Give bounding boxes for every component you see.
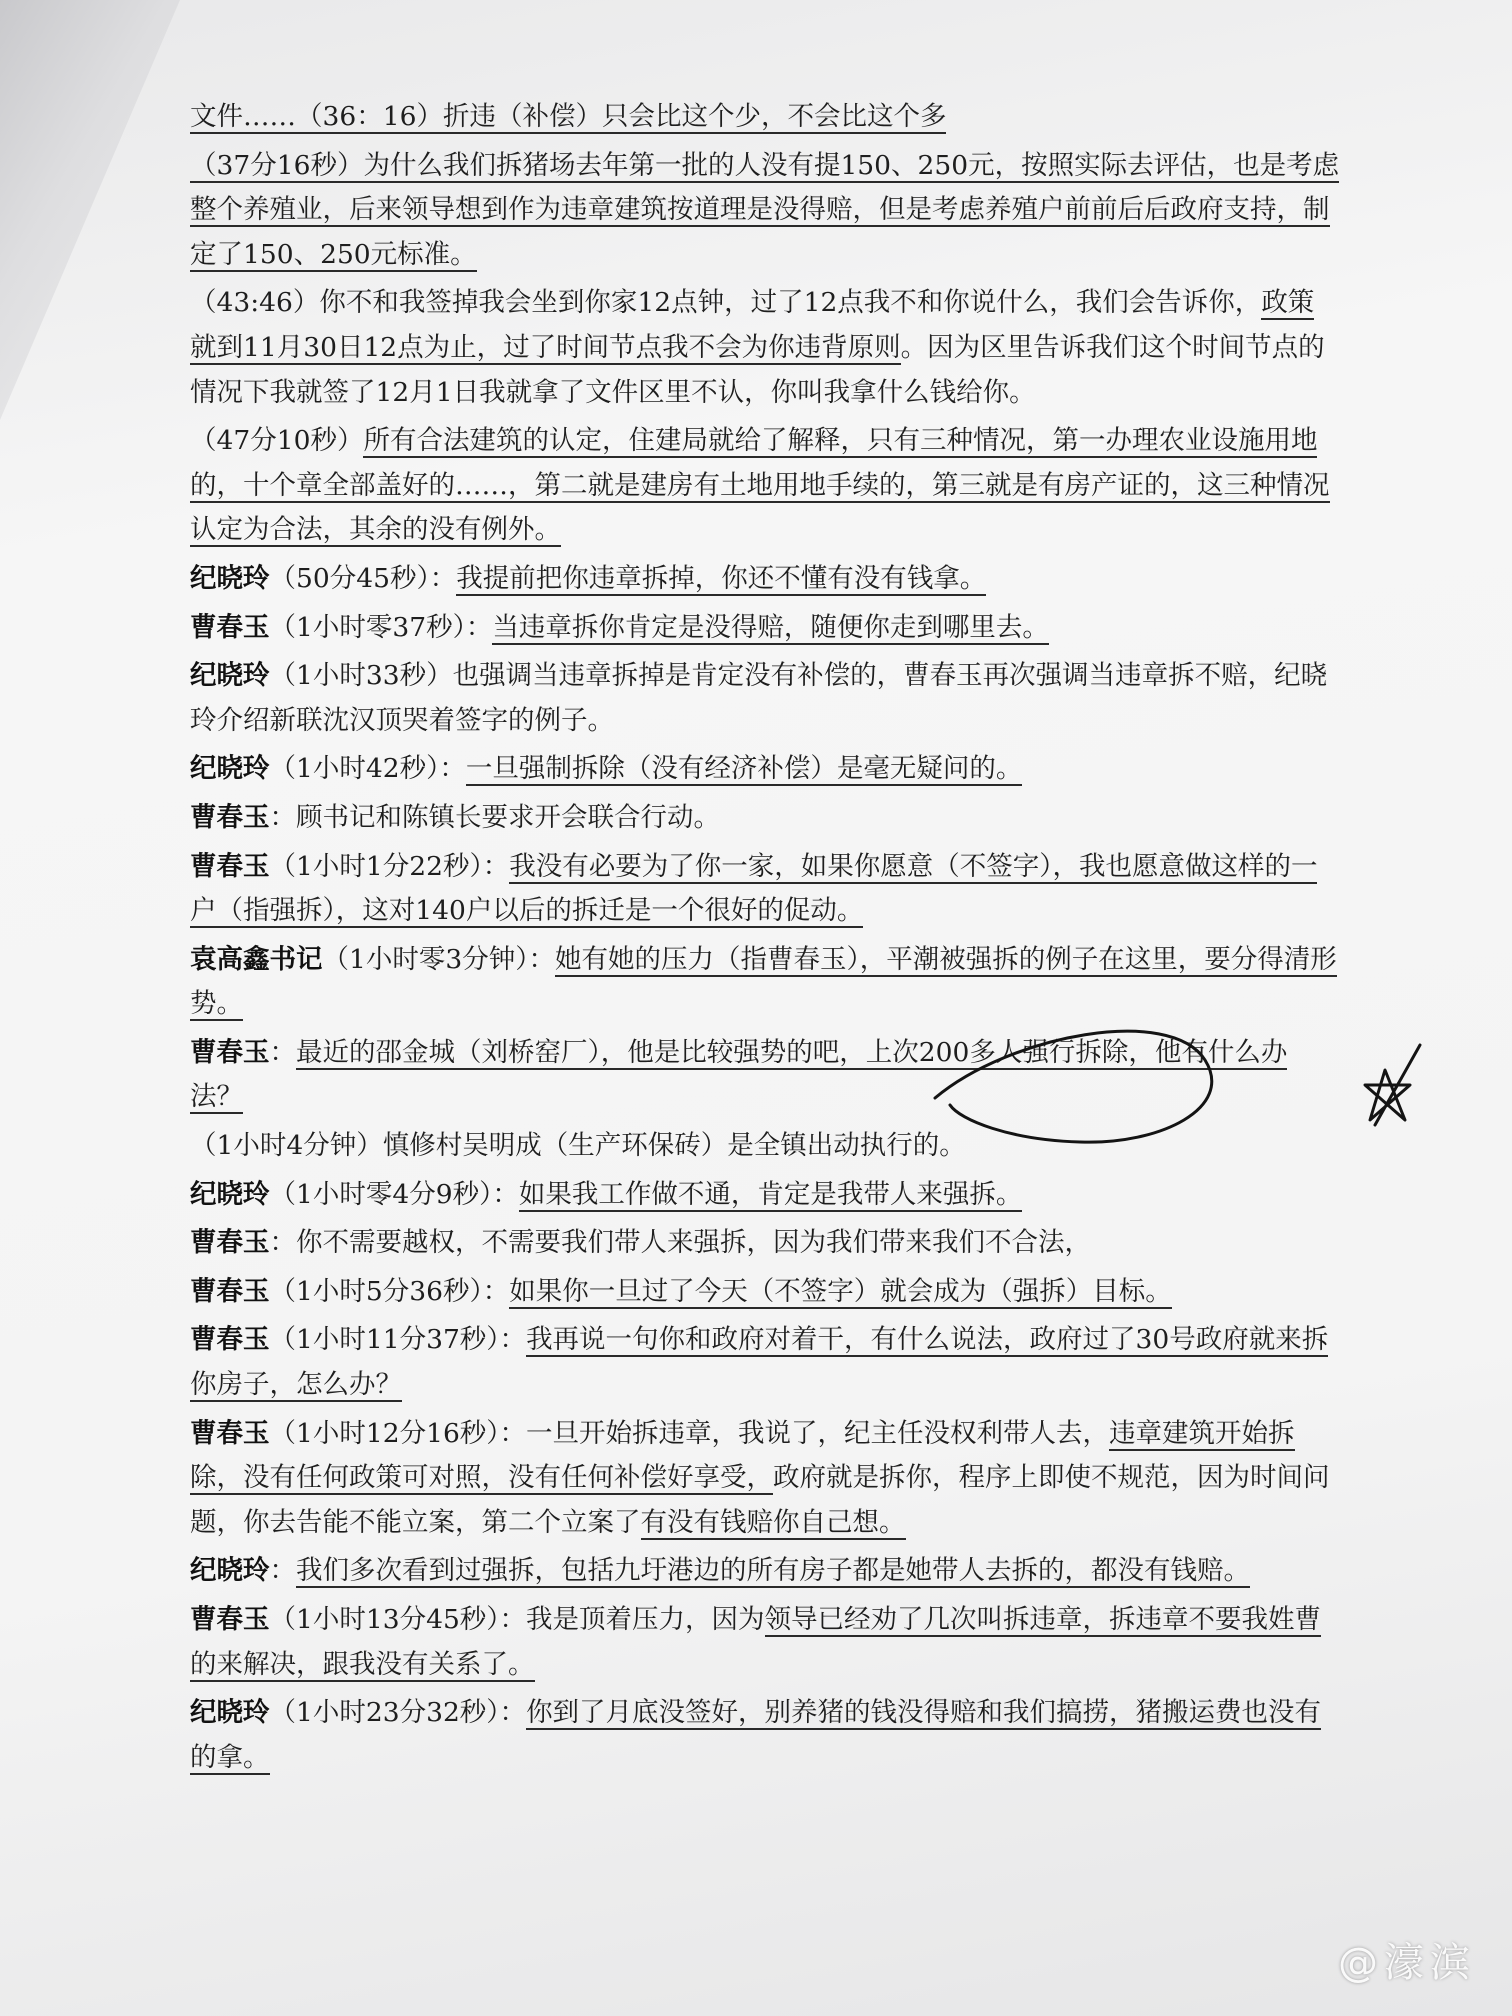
text-segment: ：顾书记和陈镇长要求开会联合行动。 — [269, 801, 720, 833]
speaker-name: 纪晓玲 — [190, 660, 270, 692]
underlined-text: 领导已经劝了几次叫拆违章，拆违章不要我姓曹的来解决，跟我没有关系了。 — [190, 1604, 1322, 1680]
text-segment: ：你不需要越权，不需要我们带人来强拆，因为我们带来我们不合法， — [269, 1227, 1091, 1259]
paragraph — [190, 1173, 1340, 1218]
underlined-text: 我们多次看到过强拆，包括九圩港边的所有房子都是她带人去拆的，都没有钱赔。 — [296, 1555, 1250, 1587]
text-segment: （1小时42秒）： — [269, 753, 466, 785]
paragraph — [190, 654, 1340, 743]
text-segment: （1小时12分16秒）：一旦开始拆违章，我说了，纪主任没权利带人去， — [269, 1417, 1110, 1449]
paragraph — [190, 1412, 1340, 1546]
underlined-text: 我再说一句你和政府对着干，有什么说法，政府过了30号政府就来拆你房子，怎么办？ — [190, 1324, 1329, 1401]
underlined-text: 有没有钱赔你自己想。 — [640, 1506, 906, 1538]
paragraph — [190, 606, 1340, 651]
paragraph — [190, 95, 1340, 140]
speaker-name: 曹春玉 — [190, 611, 270, 643]
speaker-name: 纪晓玲 — [190, 1555, 270, 1587]
paragraph — [190, 938, 1340, 1027]
text-segment: （1小时零37秒）： — [269, 611, 493, 643]
paragraph — [190, 557, 1340, 602]
text-segment: （1小时5分36秒）： — [269, 1275, 510, 1307]
text-segment: 。因为区里告诉我们这个时间节点的情况下我就签了12月1日我就拿了文件区里不认，你叫我拿什么钱给你。 — [190, 331, 1325, 408]
underlined-text: 违章建筑开始拆除，没有任何政策可对照，没有任何补偿好享受， — [190, 1417, 1295, 1494]
underlined-text: 如果你一旦过了今天（不签字）就会成为（强拆）目标。 — [509, 1275, 1172, 1307]
text-segment: 政府就是拆你，程序上即使不规范，因为时间问题，你去告能不能立案，第二个立案了 — [190, 1462, 1330, 1538]
speaker-name: 曹春玉 — [190, 1227, 270, 1259]
paragraph — [190, 1124, 1340, 1169]
underlined-text: 所有合法建筑的认定，住建局就给了解释，只有三种情况，第一办理农业设施用地的，十个章全部盖好的……，第二就是建房有土地用地手续的，第三就是有房产证的，这三种情况认定为合法，其余的没有例外。 — [190, 425, 1330, 546]
underlined-text: （37分16秒）为什么我们拆猪场去年第一批的人没有提150、250元，按照实际去评估，也是考虑整个养殖业，后来领导想到作为违章建筑按道理是没得赔，但是考虑养殖户前前后后政府支持，制定了150、250元标准。 — [190, 149, 1340, 270]
text-segment: （1小时13分45秒）：我是顶着压力，因为 — [269, 1604, 765, 1635]
paragraph — [190, 747, 1340, 792]
text-segment: （1小时1分22秒）： — [269, 850, 510, 882]
paragraph — [190, 144, 1340, 278]
speaker-name: 袁高鑫书记 — [190, 943, 323, 975]
text-segment: （1小时33秒）也强调当违章拆掉是肯定没有补偿的，曹春玉再次强调当违章拆不赔，纪晓玲介绍新联沈汉顶哭着签字的例子。 — [190, 660, 1328, 736]
paragraph — [190, 1221, 1340, 1266]
speaker-name: 曹春玉 — [190, 1275, 270, 1307]
text-segment: （1小时4分钟）慎修村吴明成（生产环保砖）是全镇出动执行的。 — [190, 1130, 966, 1162]
underlined-text: 最近的邵金城（刘桥窑厂），他是比较强势的吧，上次200多人强行拆除，他有什么办法？ — [190, 1036, 1288, 1113]
text-segment: ： — [269, 1036, 296, 1068]
underlined-text: 文件……（36：16）折违（补偿）只会比这个少，不会比这个多 — [190, 101, 947, 132]
underlined-text: 政策就到11月30日12点为止，过了时间节点我不会为你违背原则 — [190, 287, 1315, 363]
paragraph — [190, 1691, 1340, 1780]
speaker-name: 纪晓玲 — [190, 753, 270, 785]
paragraph — [190, 845, 1340, 934]
paragraph — [190, 1318, 1340, 1407]
paragraph — [190, 796, 1340, 841]
underlined-text: 一旦强制拆除（没有经济补偿）是毫无疑问的。 — [465, 753, 1023, 785]
speaker-name: 纪晓玲 — [190, 1697, 270, 1729]
text-segment: （50分45秒）： — [269, 562, 457, 594]
underlined-text: 你到了月底没签好，别养猪的钱没得赔和我们搞捞，猪搬运费也没有的拿。 — [190, 1697, 1322, 1773]
underlined-text: 我没有必要为了你一家，如果你愿意（不签字），我也愿意做这样的一户（指强拆），这对140户以后的拆迁是一个很好的促动。 — [190, 850, 1318, 927]
text-segment: （47分10秒） — [190, 425, 364, 457]
text-segment: （1小时零3分钟）： — [322, 943, 555, 975]
speaker-name: 曹春玉 — [190, 1604, 270, 1635]
speaker-name: 曹春玉 — [190, 801, 270, 833]
document-text — [190, 95, 1340, 1780]
paragraph — [190, 1270, 1340, 1315]
speaker-name: 曹春玉 — [190, 1417, 270, 1449]
text-segment: ： — [269, 1555, 296, 1587]
speaker-name: 曹春玉 — [190, 850, 270, 882]
speaker-name: 纪晓玲 — [190, 1178, 270, 1210]
underlined-text: 她有她的压力（指曹春玉），平潮被强拆的例子在这里，要分得清形势。 — [190, 943, 1337, 1020]
underlined-text: 我提前把你违章拆掉，你还不懂有没有钱拿。 — [456, 562, 987, 594]
paragraph — [190, 419, 1340, 553]
paragraph — [190, 1549, 1340, 1594]
text-segment: （1小时零4分9秒）： — [269, 1178, 519, 1210]
text-segment: （1小时11分37秒）： — [269, 1324, 527, 1356]
text-segment: （1小时23分32秒）： — [269, 1697, 527, 1729]
watermark: @濠滨 — [1338, 1940, 1476, 1986]
paragraph — [190, 281, 1340, 415]
speaker-name: 曹春玉 — [190, 1324, 270, 1356]
paragraph — [190, 1598, 1340, 1687]
underlined-text: 如果我工作做不通，肯定是我带人来强拆。 — [518, 1178, 1023, 1210]
underlined-text: 当违章拆你肯定是没得赔，随便你走到哪里去。 — [492, 611, 1049, 643]
text-segment: （43:46）你不和我签掉我会坐到你家12点钟，过了12点我不和你说什么，我们会告诉你， — [190, 287, 1262, 319]
paragraph — [190, 1031, 1340, 1120]
speaker-name: 曹春玉 — [190, 1036, 270, 1068]
speaker-name: 纪晓玲 — [190, 562, 270, 594]
